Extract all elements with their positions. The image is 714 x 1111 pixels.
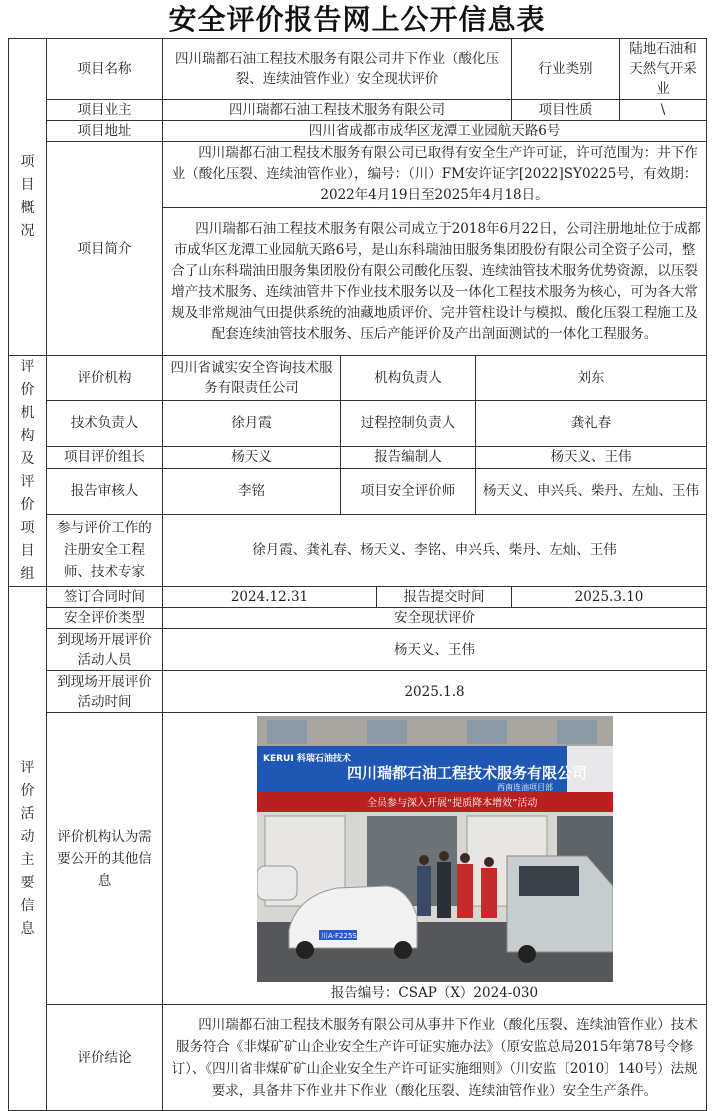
- other-info-label: 评价机构认为需要公开的其他信息: [47, 713, 163, 1005]
- address: 四川省成都市成华区龙潭工业园航天路6号: [163, 121, 707, 142]
- head-label: 机构负责人: [341, 356, 476, 401]
- tech-label: 技术负责人: [47, 401, 163, 446]
- photo-sign-project: 西南连油项目部: [496, 782, 553, 792]
- owner: 四川瑞都石油工程技术服务有限公司: [163, 100, 512, 121]
- section-agency: 评价机构及评价项目组: [9, 356, 47, 587]
- project-name: 四川瑞都石油工程技术服务有限公司井下作业（酸化压裂、连续油管作业）安全现状评价: [163, 39, 512, 100]
- onsite-time: 2025.1.8: [163, 671, 707, 713]
- page-title: 安全评价报告网上公开信息表: [168, 3, 546, 36]
- leader: 杨天义: [163, 446, 341, 469]
- org-label: 评价机构: [47, 356, 163, 401]
- intro-paragraph-1: 四川瑞都石油工程技术服务有限公司已取得有安全生产许可证，许可范围为：井下作业（酸化压裂、连续油管作业），编号：（川）FM安许证字[2022]SY0225号，有效期：2022年4月19日至2025年4月18日。: [163, 142, 707, 208]
- reviewer: 李铭: [163, 469, 341, 514]
- participants: 徐月霞、龚礼春、杨天义、李铭、申兴兵、柴丹、左灿、王伟: [163, 514, 707, 586]
- site-photo: [257, 716, 613, 982]
- contract-label: 签订合同时间: [47, 587, 163, 608]
- onsite-people-label: 到现场开展评价活动人员: [47, 629, 163, 671]
- eval-type-label: 安全评价类型: [47, 608, 163, 629]
- conclusion-label: 评价结论: [47, 1005, 163, 1111]
- nature: \: [620, 100, 707, 121]
- photo-sign-company: 四川瑞都石油工程技术服务有限公司: [346, 763, 587, 782]
- intro-label: 项目简介: [47, 142, 163, 356]
- evaluators: 杨天义、申兴兵、柴丹、左灿、王伟: [476, 469, 707, 514]
- process-label: 过程控制负责人: [341, 401, 476, 446]
- address-label: 项目地址: [47, 121, 163, 142]
- contract-date: 2024.12.31: [163, 587, 377, 608]
- section-activity: 评价活动主要信息: [9, 587, 47, 1111]
- intro-paragraph-2: 四川瑞都石油工程技术服务有限公司成立于2018年6月22日，公司注册地址位于成都市成华区龙潭工业园航天路6号，是山东科瑞油田服务集团股份有限公司全资子公司，整合了山东科瑞油田服务集团股份有限公司酸化压裂、连续油管技术服务优势资源，以压裂增产技术服务、连续油管井下作业技术服务以及一体化工程技术服务为核心，可为各大常规及非常规油气田提供系统的油藏地质评价、完井管柱设计与模拟、酸化压裂工程施工及配套连续油管技术服务、压后产能评价及产出剖面测试的一体化工程服务。: [163, 208, 707, 356]
- owner-label: 项目业主: [47, 100, 163, 121]
- submit-label: 报告提交时间: [377, 587, 512, 608]
- org: 四川省诚实安全咨询技术服务有限责任公司: [163, 356, 341, 401]
- leader-label: 项目评价组长: [47, 446, 163, 469]
- section-overview: 项目概况: [9, 39, 47, 356]
- info-table: [8, 38, 707, 1111]
- report-number: 报告编号：CSAP（X）2024-030: [330, 984, 539, 1001]
- onsite-people: 杨天义、王伟: [163, 629, 707, 671]
- tech: 徐月霞: [163, 401, 341, 446]
- industry-label: 行业类别: [512, 39, 620, 100]
- industry: 陆地石油和天然气开采业: [620, 39, 707, 100]
- participants-label: 参与评价工作的注册安全工程师、技术专家: [47, 514, 163, 586]
- project-name-label: 项目名称: [47, 39, 163, 100]
- author: 杨天义、王伟: [476, 446, 707, 469]
- reviewer-label: 报告审核人: [47, 469, 163, 514]
- evaluators-label: 项目安全评价师: [341, 469, 476, 514]
- onsite-time-label: 到现场开展评价活动时间: [47, 671, 163, 713]
- nature-label: 项目性质: [512, 100, 620, 121]
- conclusion: 四川瑞都石油工程技术服务有限公司从事井下作业（酸化压裂、连续油管作业）技术服务符合《非煤矿矿山企业安全生产许可证实施办法》（原安监总局2015年第78号令修订）、《四川省非煤矿矿山企业安全生产许可证实施细则》（川安监〔2010〕140号）法规要求，具备井下作业井下作业（酸化压裂、连续油管作业）安全生产条件。: [163, 1005, 707, 1111]
- other-info: [163, 713, 707, 1005]
- photo-plate: 川A·F225S: [320, 931, 357, 940]
- photo-banner: 全员参与深入开展“提质降本增效”活动: [366, 797, 537, 809]
- submit-date: 2025.3.10: [512, 587, 707, 608]
- photo-sign-brand: KERUI 科瑞石油技术: [262, 753, 351, 764]
- eval-type: 安全现状评价: [163, 608, 707, 629]
- head: 刘东: [476, 356, 707, 401]
- author-label: 报告编制人: [341, 446, 476, 469]
- process: 龚礼春: [476, 401, 707, 446]
